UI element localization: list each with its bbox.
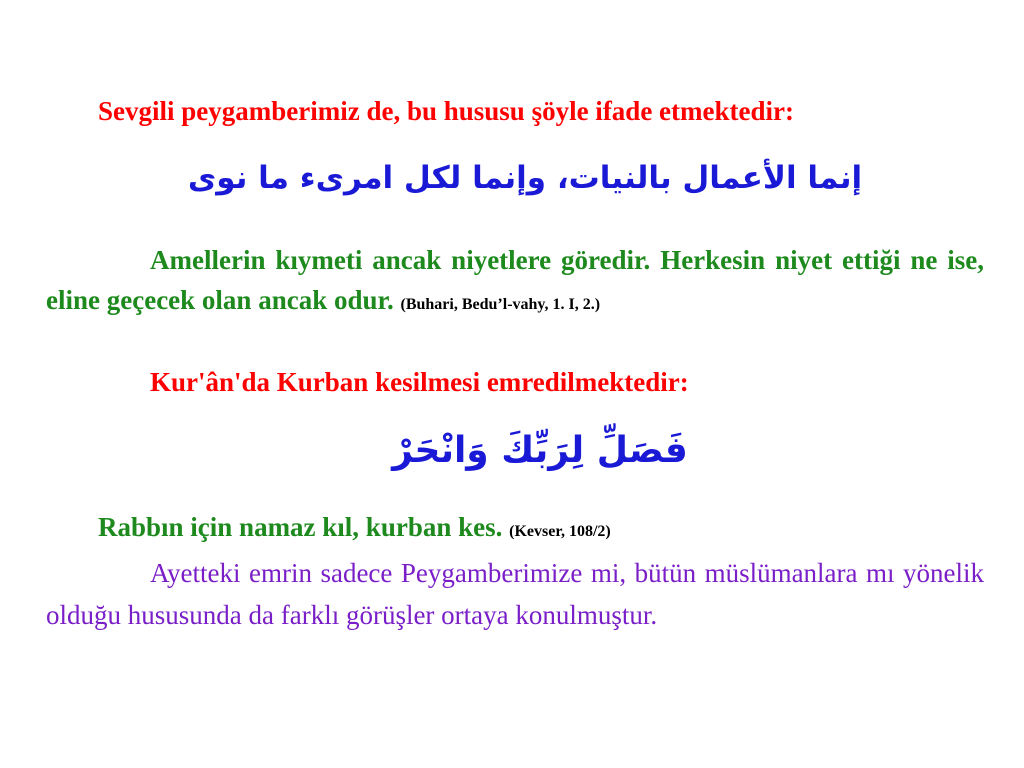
quran-intro-heading: Kur'ân'da Kurban kesilmesi emredilmektedir: (150, 367, 689, 397)
verse-translation-text: Rabbın için namaz kıl, kurban kes. (98, 512, 503, 542)
commentary-paragraph: Ayetteki emrin sadece Peygamberimize mi, bütün müslümanlara mı yönelik olduğu hususunda da farklı görüşler ortaya konulmuştur. (46, 558, 984, 630)
hadith-reference: (Buhari, Bedu’l-vahy, 1. I, 2.) (400, 296, 601, 313)
hadith-translation-text: Amellerin kıymeti ancak niyetlere göredir. Herkesin niyet ettiği ne ise, eline geçecek olan ancak odur. (46, 245, 984, 315)
hadith-translation-paragraph (46, 240, 984, 325)
hadith-intro-heading: Sevgili peygamberimiz de, bu hususu şöyle ifade etmektedir: (98, 96, 794, 126)
arabic-hadith-text: إنما الأعمال بالنيات، وإنما لكل امرىء ما نوى (187, 160, 863, 196)
verse-reference: (Kevser, 108/2) (509, 523, 611, 540)
arabic-verse-text: فَصَلِّ لِرَبِّكَ وَانْحَرْ (392, 430, 688, 471)
verse-translation-line (98, 512, 611, 543)
